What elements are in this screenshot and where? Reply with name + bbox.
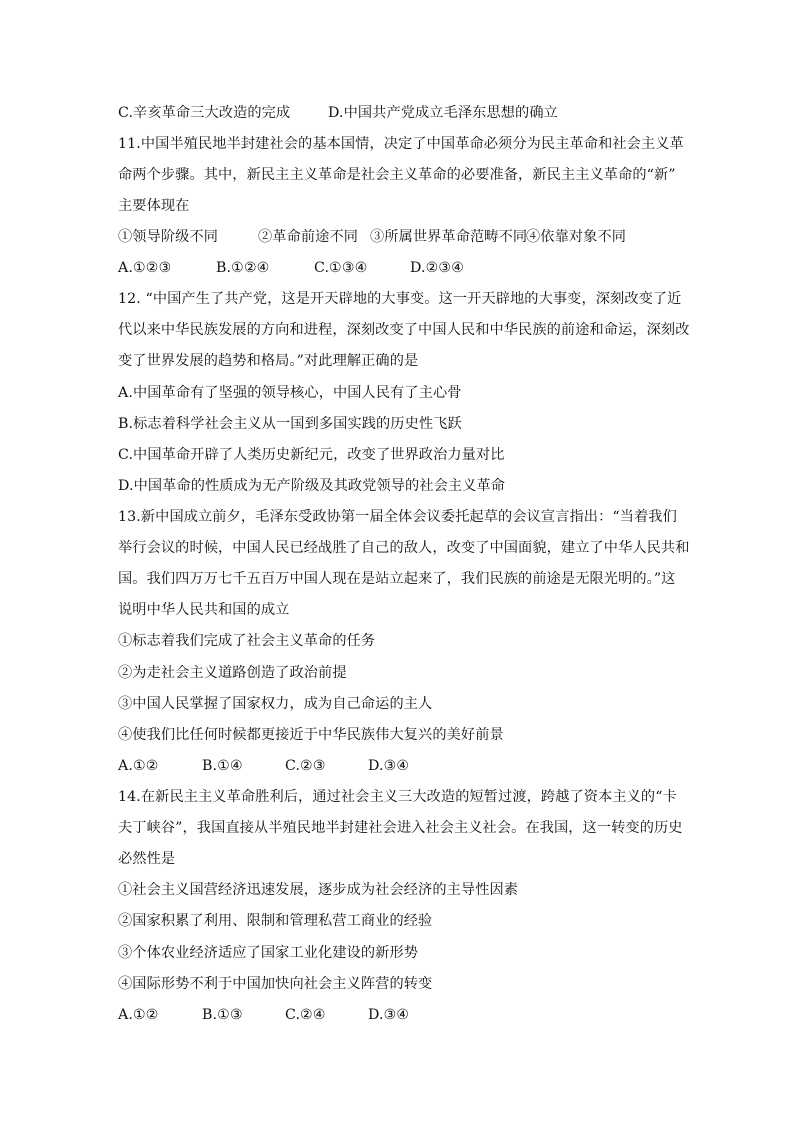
q11-item-1: ①领导阶级不同 [118,229,219,245]
q12-option-d: D.中国革命的性质成为无产阶级及其政党领导的社会主义革命 [118,478,506,494]
q11-choice-c: C.①③④ [314,260,368,276]
q11-stem-line-1: 11.中国半殖民地半封建社会的基本国情，决定了中国革命必须分为民主革命和社会主义革 [118,136,684,152]
q11-choice-a: A.①②③ [118,260,172,276]
q13-choice-b: B.①④ [202,758,243,774]
q12-option-a: A.中国革命有了坚强的领导核心，中国人民有了主心骨 [118,385,462,401]
q13-item-2: ②为走社会主义道路创造了政治前提 [118,665,347,681]
q11-choice-b: B.①②④ [216,260,270,276]
q11-choice-d: D.②③④ [410,260,465,276]
prev-option-d: D.中国共产党成立毛泽东思想的确立 [328,105,558,121]
q12-stem-line-3: 变了世界发展的趋势和格局。”对此理解正确的是 [118,353,419,369]
q11-item-3: ③所属世界革命范畴不同 [370,229,528,245]
q12-option-b: B.标志着科学社会主义从一国到多国实践的历史性飞跃 [118,416,462,432]
q11-item-4: ④依靠对象不同 [526,229,627,245]
q14-stem-line-2: 夫丁峡谷”，我国直接从半殖民地半封建社会进入社会主义社会。在我国，这一转变的历史 [118,820,683,836]
q14-choice-a: A.①② [118,1007,159,1023]
q13-stem-line-4: 说明中华人民共和国的成立 [118,602,290,618]
q14-stem-line-1: 14.在新民主主义革命胜利后，通过社会主义三大改造的短暂过渡，跨越了资本主义的“卡 [118,789,677,805]
q11-choices-line [118,255,678,281]
q14-item-1: ①社会主义国营经济迅速发展，逐步成为社会经济的主导性因素 [118,882,519,898]
q14-choice-b: B.①③ [202,1007,243,1023]
q14-item-3: ③个体农业经济适应了国家工业化建设的新形势 [118,945,419,961]
q14-stem-line-3: 必然性是 [118,851,176,867]
q13-choices-line [118,753,678,779]
q12-stem-line-2: 代以来中华民族发展的方向和进程，深刻改变了中国人民和中华民族的前途和命运，深刻改 [118,322,690,338]
q11-items-line [118,224,678,250]
q14-choice-d: D.③④ [368,1007,410,1023]
q13-item-4: ④使我们比任何时候都更接近于中华民族伟大复兴的美好前景 [118,727,504,743]
q14-choice-c: C.②④ [285,1007,326,1023]
q14-choices-line [118,1002,678,1028]
q13-stem-line-3: 国。我们四万万七千五百万中国人现在是站立起来了，我们民族的前途是无限光明的。”这 [118,571,676,587]
q13-item-3: ③中国人民掌握了国家权力，成为自己命运的主人 [118,696,433,712]
q13-choice-a: A.①② [118,758,159,774]
q13-stem-line-1: 13.新中国成立前夕，毛泽东受政协第一届全体会议委托起草的会议宣言指出：“当着我们 [118,509,677,525]
q11-item-2: ②革命前途不同 [258,229,359,245]
q13-choice-d: D.③④ [368,758,410,774]
q14-item-4: ④国际形势不利于中国加快向社会主义阵营的转变 [118,976,433,992]
q11-stem-line-3: 主要体现在 [118,198,190,214]
q14-item-2: ②国家积累了利用、限制和管理私营工商业的经验 [118,913,433,929]
q11-stem-line-2: 命两个步骤。其中，新民主主义革命是社会主义革命的必要准备，新民主主义革命的“新” [118,167,676,183]
q12-option-c: C.中国革命开辟了人类历史新纪元，改变了世界政治力量对比 [118,447,505,463]
prev-options-line [118,100,678,126]
q13-stem-line-2: 举行会议的时候，中国人民已经战胜了自己的敌人，改变了中国面貌，建立了中华人民共和 [118,540,690,556]
q12-stem-line-1: 12. “中国产生了共产党，这是开天辟地的大事变。这一开天辟地的大事变，深刻改变了近 [118,291,682,307]
prev-option-c: C.辛亥革命三大改造的完成 [118,105,291,121]
q13-choice-c: C.②③ [285,758,326,774]
q13-item-1: ①标志着我们完成了社会主义革命的任务 [118,633,376,649]
